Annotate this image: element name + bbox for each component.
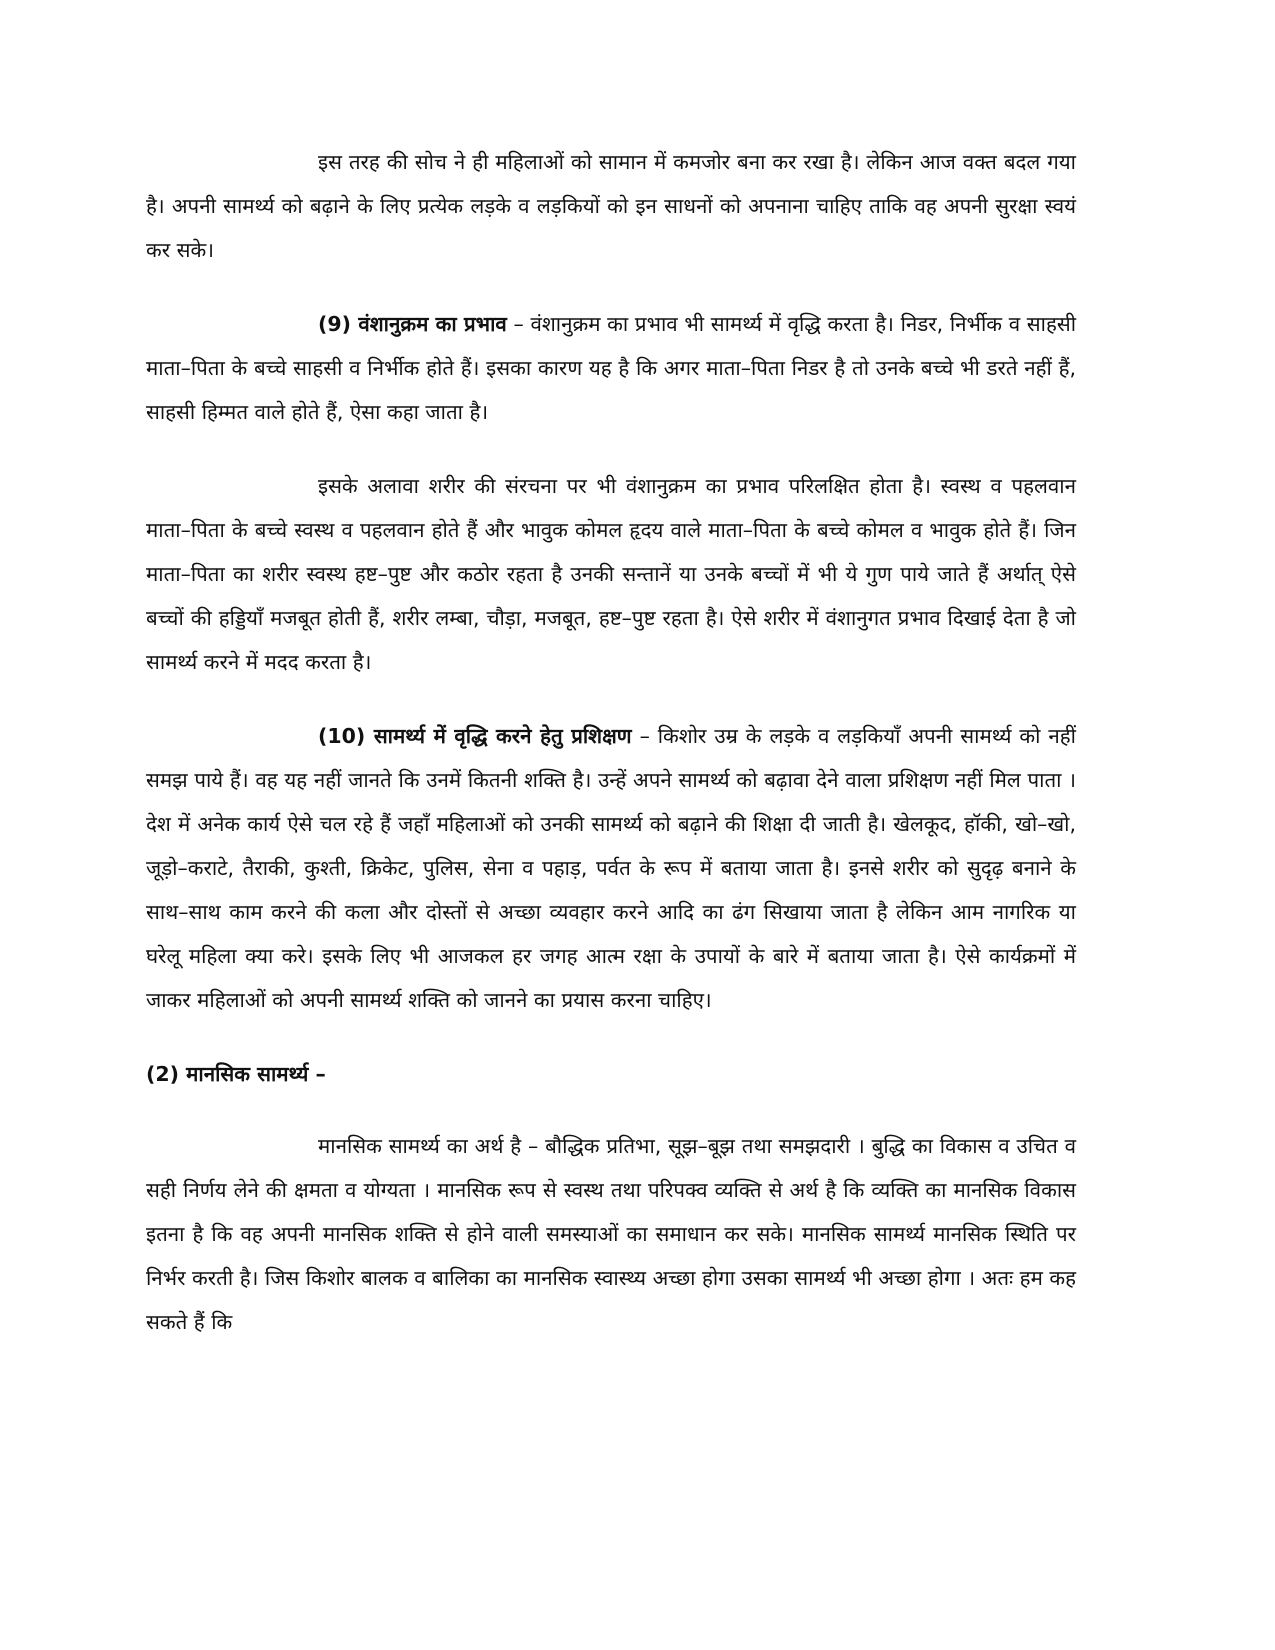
document-page <box>146 140 1076 1374</box>
paragraph-text: इसके अलावा शरीर की संरचना पर भी वंशानुक्रम का प्रभाव परिलक्षित होता है। स्वस्थ व पहलवान माता–पिता के बच्चे स्वस्थ व पहलवान होते हैं और भावुक कोमल हृदय वाले माता–पिता के बच्चे कोमल व भावुक होते हैं। जिन माता–पिता का शरीर स्वस्थ हष्ट–पुष्ट और कठोर रहता है उनकी सन्तानें या उनके बच्चों में भी ये गुण पाये जाते हैं अर्थात् ऐसे बच्चों की हड्डियाँ मजबूत होती हैं, शरीर लम्बा, चौड़ा, मजबूत, हष्ट–पुष्ट रहता है। ऐसे शरीर में वंशानुगत प्रभाव दिखाई देता है जो सामर्थ्य करने में मदद करता है। <box>146 474 1076 674</box>
paragraph-heredity <box>146 302 1076 434</box>
paragraph-text: – किशोर उम्र के लड़के व लड़कियाँ अपनी सामर्थ्य को नहीं समझ पाये हैं। वह यह नहीं जानते कि उनमें कितनी शक्ति है। उन्हें अपने सामर्थ्य को बढ़ावा देने वाला प्रशिक्षण नहीं मिल पाता । देश में अनेक कार्य ऐसे चल रहे हैं जहाँ महिलाओं को उनकी सामर्थ्य को बढ़ाने की शिक्षा दी जाती है। खेलकूद, हॉकी, खो–खो, जूड़ो–कराटे, तैराकी, कुश्ती, क्रिकेट, पुलिस, सेना व पहाड़, पर्वत के रूप में बताया जाता है। इनसे शरीर को सुदृढ़ बनाने के साथ–साथ काम करने की कला और दोस्तों से अच्छा व्यवहार करने आदि का ढंग सिखाया जाता है लेकिन आम नागरिक या घरेलू महिला क्या करे। इसके लिए भी आजकल हर जगह आत्म रक्षा के उपायों के बारे में बताया जाता है। ऐसे कार्यक्रमों में जाकर महिलाओं को अपनी सामर्थ्य शक्ति को जानने का प्रयास करना चाहिए। <box>146 724 1076 1012</box>
section-heading-mental-strength: (2) मानसिक सामर्थ्य – <box>146 1062 326 1086</box>
paragraph-women-strength <box>146 140 1076 272</box>
paragraph-heading: (9) वंशानुक्रम का प्रभाव <box>318 312 507 336</box>
paragraph-mental-strength <box>146 1124 1076 1344</box>
paragraph-training <box>146 714 1076 1022</box>
paragraph-text: – वंशानुक्रम का प्रभाव भी सामर्थ्य में वृद्धि करता है। निडर, निर्भीक व साहसी माता–पिता के बच्चे साहसी व निर्भीक होते हैं। इसका कारण यह है कि अगर माता–पिता निडर है तो उनके बच्चे भी डरते नहीं हैं, साहसी हिम्मत वाले होते हैं, ऐसा कहा जाता है। <box>146 312 1077 424</box>
paragraph-body-structure <box>146 464 1076 684</box>
paragraph-text: मानसिक सामर्थ्य का अर्थ है – बौद्धिक प्रतिभा, सूझ–बूझ तथा समझदारी । बुद्धि का विकास व उचित व सही निर्णय लेने की क्षमता व योग्यता । मानसिक रूप से स्वस्थ तथा परिपक्व व्यक्ति से अर्थ है कि व्यक्ति का मानसिक विकास इतना है कि वह अपनी मानसिक शक्ति से होने वाली समस्याओं का समाधान कर सके। मानसिक सामर्थ्य मानसिक स्थिति पर निर्भर करती है। जिस किशोर बालक व बालिका का मानसिक स्वास्थ्य अच्छा होगा उसका सामर्थ्य भी अच्छा होगा । अतः हम कह सकते हैं कि <box>146 1134 1076 1334</box>
paragraph-heading: (10) सामर्थ्य में वृद्धि करने हेतु प्रशिक्षण <box>318 724 632 748</box>
paragraph-text: इस तरह की सोच ने ही महिलाओं को सामान में कमजोर बना कर रखा है। लेकिन आज वक्त बदल गया है। अपनी सामर्थ्य को बढ़ाने के लिए प्रत्येक लड़के व लड़कियों को इन साधनों को अपनाना चाहिए ताकि वह अपनी सुरक्षा स्वयं कर सके। <box>146 150 1076 262</box>
